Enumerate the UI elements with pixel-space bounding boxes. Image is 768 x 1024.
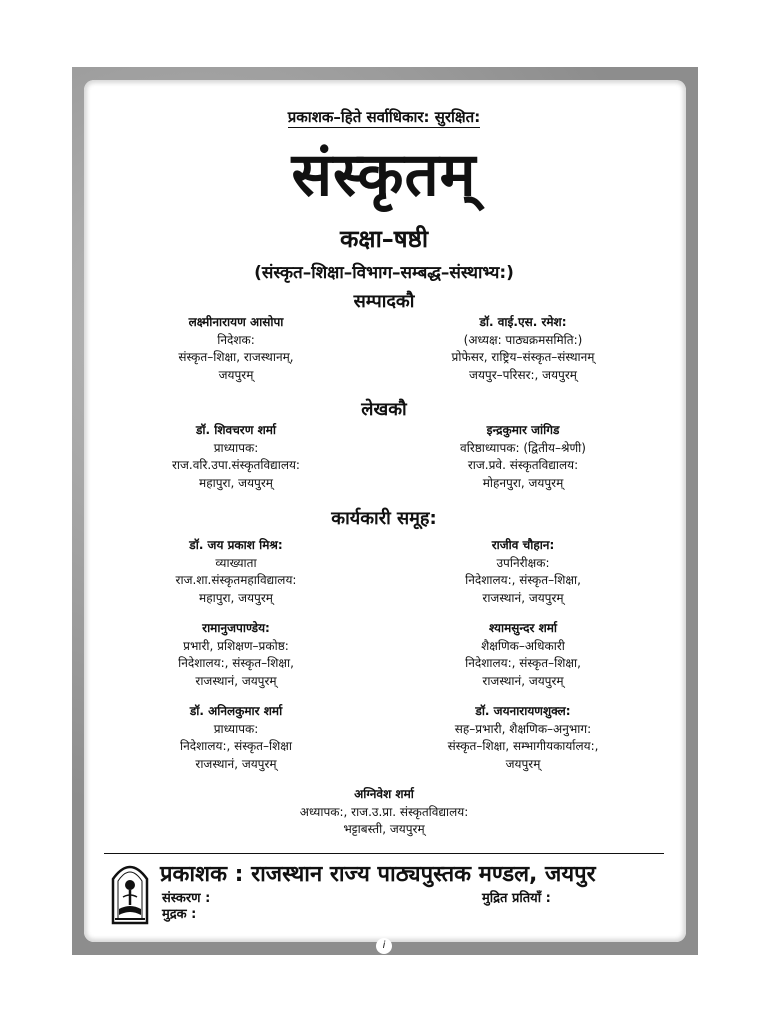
committee-member: [126, 620, 346, 690]
person-line: मोहनपुरा, जयपुरम्: [482, 475, 564, 490]
person-line: प्रोफेसर, राष्ट्रिय–संस्कृत–संस्थानम्: [451, 350, 595, 364]
class-label: कक्षा–षष्ठी: [339, 225, 429, 253]
person-line: निदेशालय:, संस्कृत–शिक्षा: [180, 739, 292, 753]
board-emblem-icon: [109, 857, 151, 927]
publisher-footer: प्रकाशक : राजस्थान राज्य पाठ्यपुस्तक मण्डल, जयपुर: [160, 862, 596, 887]
writer-right: [413, 422, 633, 492]
committee-member: [126, 537, 346, 607]
person-name: अग्निवेश शर्मा: [354, 787, 414, 801]
person-name: डॉ. वाई.एस. रमेश:: [479, 315, 567, 329]
book-title: संस्कृतम्: [291, 140, 477, 210]
person-line: भट्टाबस्ती, जयपुरम्: [343, 822, 425, 836]
person-line: राजस्थानं, जयपुरम्: [195, 756, 277, 771]
person-line: अध्यापक:, राज.उ.प्रा. संस्कृतविद्यालय:: [299, 804, 469, 819]
person-name: डॉ. जय प्रकाश मिश्र:: [189, 538, 283, 552]
person-name: राजीव चौहान:: [491, 538, 555, 552]
person-line: राजस्थानं, जयपुरम्: [195, 673, 277, 688]
editor-right: [413, 314, 633, 384]
person-line: निदेशालय:, संस्कृत–शिक्षा,: [465, 656, 581, 670]
person-name: श्यामसुन्दर शर्मा: [488, 621, 558, 635]
person-line: प्रभारी, प्रशिक्षण–प्रकोष्ठ:: [183, 638, 289, 653]
person-line: सह–प्रभारी, शैक्षणिक–अनुभाग:: [454, 721, 592, 736]
person-line: राजस्थानं, जयपुरम्: [482, 590, 564, 605]
person-line: शैक्षणिक–अधिकारी: [481, 638, 565, 653]
person-line: राजस्थानं, जयपुरम्: [482, 673, 564, 688]
person-line: (अध्यक्ष: पाठ्यक्रमसमिति:): [463, 332, 583, 347]
footer-divider: [104, 853, 664, 854]
committee-member: [413, 703, 633, 773]
committee-member: [413, 620, 633, 690]
person-line: वरिष्ठाध्यापक: (द्वितीय–श्रेणी): [460, 440, 586, 455]
person-line: जयपुरम्: [218, 367, 254, 382]
person-name: डॉ. जयनारायणशुक्ल:: [475, 704, 571, 718]
person-line: निदेशक:: [217, 332, 255, 347]
editor-left: [126, 314, 346, 384]
person-line: प्राध्यापक:: [213, 440, 259, 455]
person-name: रामानुजपाण्डेय:: [202, 621, 270, 635]
printer-label: मुद्रक :: [162, 907, 197, 922]
person-line: व्याख्याता: [215, 555, 257, 570]
subtitle: (संस्कृत–शिक्षा–विभाग–सम्बद्ध–संस्थाभ्य:): [254, 263, 514, 283]
person-line: जयपुर–परिसर:, जयपुरम्: [469, 367, 577, 382]
person-line: महापुरा, जयपुरम्: [199, 590, 273, 605]
writers-heading: लेखकौ: [361, 399, 407, 420]
publisher-rights-line: प्रकाशक–हिते सर्वाधिकार: सुरक्षित:: [287, 108, 481, 126]
person-line: निदेशालय:, संस्कृत–शिक्षा,: [178, 656, 294, 670]
writer-left: [126, 422, 346, 492]
person-name: इन्द्रकुमार जांगिड: [486, 423, 560, 437]
person-name: लक्ष्मीनारायण आसोपा: [188, 315, 284, 329]
person-line: राज.शा.संस्कृतमहाविद्यालय:: [175, 573, 297, 587]
person-name: डॉ. शिवचरण शर्मा: [195, 423, 277, 437]
edition-label: संस्करण :: [162, 891, 211, 906]
committee-member-center: [234, 786, 534, 839]
person-line: महापुरा, जयपुरम्: [199, 475, 273, 490]
committee-member: [413, 537, 633, 607]
person-line: निदेशालय:, संस्कृत–शिक्षा,: [465, 573, 581, 587]
committee-member: [126, 703, 346, 773]
person-line: जयपुरम्: [505, 756, 541, 771]
editors-heading: सम्पादकौ: [353, 291, 415, 312]
person-line: संस्कृत–शिक्षा, सम्भागीयकार्यालय:,: [447, 739, 599, 753]
person-name: डॉ. अनिलकुमार शर्मा: [189, 704, 283, 718]
copies-label: मुद्रित प्रतियाँ :: [482, 891, 551, 906]
page-number: i: [376, 938, 392, 954]
person-line: राज.वरि.उपा.संस्कृतविद्यालय:: [172, 458, 300, 472]
committee-heading: कार्यकारी समूह:: [331, 508, 437, 529]
person-line: संस्कृत–शिक्षा, राजस्थानम्,: [178, 350, 294, 364]
person-line: प्राध्यापक:: [213, 721, 259, 736]
person-line: राज.प्रवे. संस्कृतविद्यालय:: [467, 458, 579, 472]
person-line: उपनिरीक्षक:: [496, 555, 550, 570]
